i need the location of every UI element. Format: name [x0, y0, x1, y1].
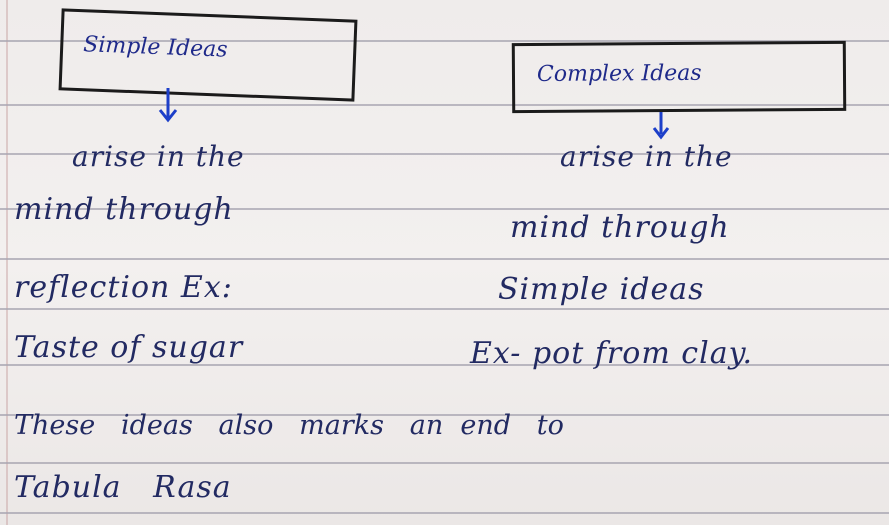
simple-ideas-box	[59, 8, 358, 101]
simple-line-3: reflection Ex:	[14, 270, 233, 305]
complex-ideas-box	[512, 41, 846, 113]
footer-line-2: Tabula Rasa	[14, 470, 232, 505]
footer-line-1: These ideas also marks an end to	[14, 410, 564, 441]
complex-line-4: Ex- pot from clay.	[470, 336, 754, 371]
down-arrow-icon	[650, 110, 672, 142]
complex-ideas-heading: Complex Ideas	[536, 60, 702, 87]
simple-line-4: Taste of sugar	[14, 330, 244, 365]
ruled-line	[0, 258, 889, 260]
complex-line-2: mind through	[510, 210, 730, 245]
complex-line-1: arise in the	[560, 140, 733, 173]
simple-ideas-heading: Simple Ideas	[82, 32, 228, 63]
ruled-line	[0, 462, 889, 464]
margin-line	[6, 0, 8, 525]
down-arrow-icon	[156, 86, 180, 126]
ruled-line	[0, 308, 889, 310]
simple-line-1: arise in the	[72, 140, 245, 173]
simple-line-2: mind through	[14, 192, 234, 227]
complex-line-3: Simple ideas	[498, 272, 705, 307]
ruled-line	[0, 512, 889, 514]
